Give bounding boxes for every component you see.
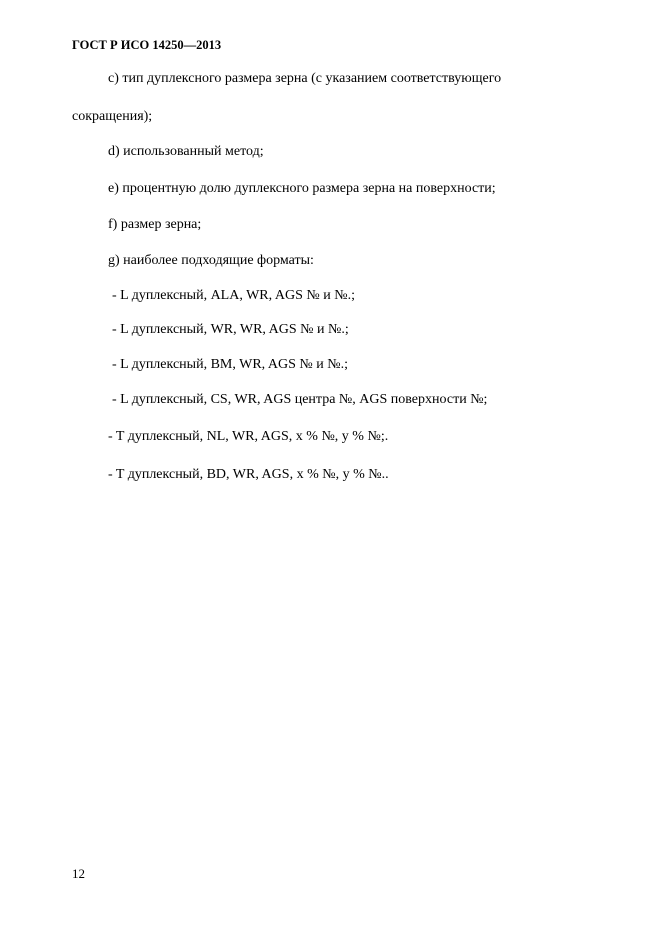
list-item-g: g) наиболее подходящие форматы: (108, 253, 314, 268)
document-header: ГОСТ Р ИСО 14250—2013 (72, 38, 222, 52)
format-line: - L дуплексный, WR, WR, AGS № и №.; (112, 322, 349, 337)
format-line: - T дуплексный, BD, WR, AGS, x % №, y % №.. (108, 467, 389, 482)
list-item-e: e) процентную долю дуплексного размера зерна на поверхности; (108, 181, 496, 196)
list-item-f: f) размер зерна; (108, 217, 202, 232)
page-number: 12 (72, 866, 85, 881)
list-item-c: c) тип дуплексного размера зерна (с указанием соответствующего (108, 71, 502, 86)
list-item-c-continuation: сокращения); (72, 109, 153, 124)
format-line: - L дуплексный, BM, WR, AGS № и №.; (112, 357, 348, 372)
format-line: - T дуплексный, NL, WR, AGS, x % №, y % №;. (108, 429, 389, 444)
format-line: - L дуплексный, ALA, WR, AGS № и №.; (112, 288, 355, 303)
format-line: - L дуплексный, CS, WR, AGS центра №, AGS поверхности №; (112, 392, 488, 407)
list-item-d: d) использованный метод; (108, 144, 264, 159)
